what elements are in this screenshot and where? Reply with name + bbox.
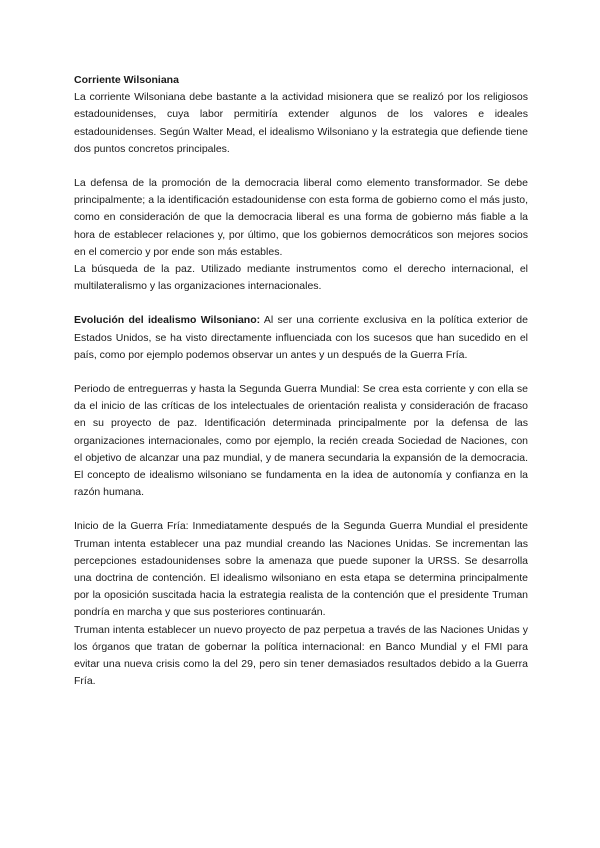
evolution-paragraph — [74, 312, 528, 364]
cold-war-paragraph: Inicio de la Guerra Fría: Inmediatamente después de la Segunda Guerra Mundial el presidente Truman intenta establecer una paz mundial creando las Naciones Unidas. Se incrementan las percepciones estadounidenses sobre la amenaza que puede suponer la URSS. Se desarrolla una doctrina de contención. El idealismo wilsoniano en esta etapa se determina principalmente por la oposición suscitada hacia la estrategia realista de la contención que el presidente Truman pondría en marcha y que sus posteriores continuarán. — [74, 520, 528, 619]
evolution-text: Al ser una corriente exclusiva en la política exterior de Estados Unidos, se ha visto directamente influenciada con los sucesos que han sucedido en el país, como por ejemplo podemos observar un antes y un después de la Guerra Fría. — [74, 314, 528, 361]
point-peace-paragraph: La búsqueda de la paz. Utilizado mediante instrumentos como el derecho internacional, el multilateralismo y las organizaciones internacionales. — [74, 263, 528, 293]
paragraph-gap — [74, 364, 528, 381]
truman-project-paragraph: Truman intenta establecer un nuevo proyecto de paz perpetua a través de las Naciones Unidas y los órganos que tratan de gobernar la política internacional: en Banco Mundial y el FMI para evitar una nueva crisis como la del 29, pero sin tener demasiados resultados debido a la Guerra Fría. — [74, 623, 528, 688]
point-democracy-paragraph: La defensa de la promoción de la democracia liberal como elemento transformador. Se debe principalmente; a la identificación estadounidense con esta forma de gobierno como el más justo, como en consideración de que la democracia liberal es una forma de gobierno más fiable a la hora de establecer relaciones y, por último, que los gobiernos democráticos son mejores socios en el comercio y por ende son más estables. — [74, 177, 528, 258]
section-heading: Corriente Wilsoniana — [74, 74, 179, 86]
intro-paragraph: La corriente Wilsoniana debe bastante a la actividad misionera que se realizó por los religiosos estadounidenses, cuya labor permitiría extender algunos de los valores e ideales estadounidenses. Según Walter Mead, el idealismo Wilsoniano y la estrategia que defiende tiene dos puntos concretos principales. — [74, 91, 528, 155]
evolution-label: Evolución del idealismo Wilsoniano: — [74, 314, 261, 327]
paragraph-gap — [74, 295, 528, 312]
document-page — [74, 72, 528, 691]
interwar-period-paragraph: Periodo de entreguerras y hasta la Segunda Guerra Mundial: Se crea esta corriente y con ella se da el inicio de las críticas de los intelectuales de orientación realista y consideración de fracaso en su proyecto de paz. Identificación determinada principalmente por la defensa de las organizaciones internacionales, como por ejemplo, la recién creada Sociedad de Naciones, con el objetivo de alcanzar una paz mundial, y de manera secundaria la expansión de la democracia. El concepto de idealismo wilsoniano se fundamenta en la idea de autonomía y confianza en la razón humana. — [74, 383, 528, 499]
paragraph-gap — [74, 501, 528, 518]
paragraph-gap — [74, 158, 528, 175]
